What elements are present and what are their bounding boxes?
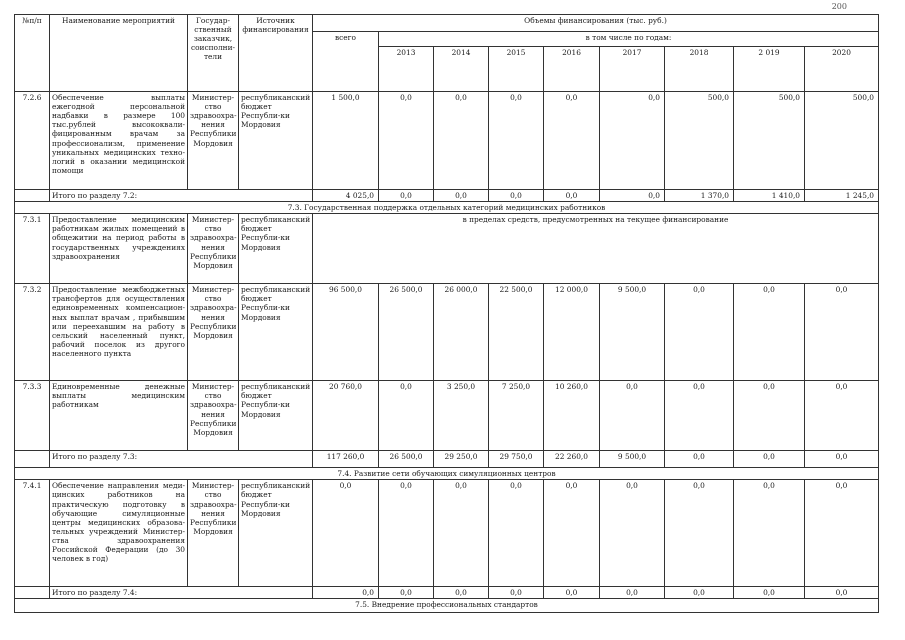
- row-customer: Министер-ство здравоохра-нения Республики Мордовия: [188, 480, 239, 587]
- total-value: 0,0: [313, 587, 379, 599]
- row-value: 500,0: [734, 92, 805, 190]
- total-value: 4 025,0: [313, 190, 379, 202]
- table-row: [15, 214, 879, 284]
- row-value: 0,0: [665, 480, 734, 587]
- row-customer: Министер-ство здравоохра-нения Республики Мордовия: [188, 214, 239, 284]
- header-total: всего: [313, 32, 379, 92]
- section-heading-row: [15, 468, 879, 480]
- row-customer: Министер-ство здравоохра-нения Республики Мордовия: [188, 381, 239, 451]
- total-row: [15, 190, 879, 202]
- total-value: 0,0: [434, 587, 489, 599]
- row-number: 7.3.2: [15, 284, 50, 381]
- header-year: 2016: [544, 47, 600, 92]
- header-year: 2 019: [734, 47, 805, 92]
- section-heading: 7.3. Государственная поддержка отдельных категорий медицинских работников: [15, 202, 879, 214]
- page-number: 200: [831, 2, 847, 11]
- header-year: 2020: [805, 47, 879, 92]
- header-volume: Объемы финансирования (тыс. руб.): [313, 15, 879, 32]
- row-value: 9 500,0: [600, 284, 665, 381]
- row-value: 3 250,0: [434, 381, 489, 451]
- row-value: 0,0: [734, 480, 805, 587]
- section-heading: 7.5. Внедрение профессиональных стандартов: [15, 599, 879, 613]
- table-row: [15, 284, 879, 381]
- header-source: Источник финансирования: [239, 15, 313, 92]
- row-value: 0,0: [805, 284, 879, 381]
- total-value: 0,0: [544, 587, 600, 599]
- row-value: 0,0: [313, 480, 379, 587]
- total-value: 117 260,0: [313, 451, 379, 468]
- row-value: 0,0: [600, 381, 665, 451]
- total-value: 0,0: [379, 190, 434, 202]
- table-row: [15, 92, 879, 190]
- row-value: 12 000,0: [544, 284, 600, 381]
- row-name: Обеспечение направления меди-цинских работников на практическую подготовку в обучающие симуляционные центры медицинских образова-тельных учреждений Министер-ства здравоохранения Российской Федерации (до 30 человек в год): [50, 480, 188, 587]
- row-value: 7 250,0: [489, 381, 544, 451]
- row-name: Предоставление медицинским работникам жилых помещений в общежитии на период работы в государственных учреждениях здравоохранения: [50, 214, 188, 284]
- total-value: 22 260,0: [544, 451, 600, 468]
- row-value: 0,0: [665, 284, 734, 381]
- row-customer: Министер-ство здравоохра-нения Республики Мордовия: [188, 92, 239, 190]
- section-heading-row: [15, 202, 879, 214]
- total-value: 0,0: [734, 587, 805, 599]
- total-value: 0,0: [665, 451, 734, 468]
- total-value: 1 245,0: [805, 190, 879, 202]
- row-value: 0,0: [544, 480, 600, 587]
- row-value: 0,0: [600, 480, 665, 587]
- row-value: 26 500,0: [379, 284, 434, 381]
- total-value: 0,0: [665, 587, 734, 599]
- total-value: 0,0: [489, 587, 544, 599]
- row-value: 10 260,0: [544, 381, 600, 451]
- row-value: 22 500,0: [489, 284, 544, 381]
- total-value: 0,0: [600, 190, 665, 202]
- row-value: 0,0: [734, 381, 805, 451]
- row-value: 0,0: [805, 381, 879, 451]
- table-row: [15, 480, 879, 587]
- row-value: 0,0: [379, 92, 434, 190]
- header-num: №п/п: [15, 15, 50, 92]
- total-value: 0,0: [489, 190, 544, 202]
- row-value: 0,0: [665, 381, 734, 451]
- row-value: 500,0: [665, 92, 734, 190]
- total-label: Итого по разделу 7.4:: [50, 587, 313, 599]
- row-source: республиканский бюджет Республи-ки Мордовия: [239, 284, 313, 381]
- row-source: республиканский бюджет Республи-ки Мордовия: [239, 214, 313, 284]
- row-name: Обеспечение выплаты ежегодной персональной надбавки в размере 100 тыс.рублей высококвали-фицированным врачам за профессионализм, применение уникальных медицинских техно-логий в оказании медицинской помощи: [50, 92, 188, 190]
- row-value: 0,0: [379, 381, 434, 451]
- total-value: 29 750,0: [489, 451, 544, 468]
- row-number: 7.4.1: [15, 480, 50, 587]
- total-value: 1 370,0: [665, 190, 734, 202]
- total-value: 9 500,0: [600, 451, 665, 468]
- header-year: 2017: [600, 47, 665, 92]
- total-value: 1 410,0: [734, 190, 805, 202]
- header-name: Наименование мероприятий: [50, 15, 188, 92]
- total-label: Итого по разделу 7.3:: [50, 451, 313, 468]
- total-value: 0,0: [734, 451, 805, 468]
- header-row-1: [15, 15, 879, 32]
- row-source: республиканский бюджет Республи-ки Мордовия: [239, 480, 313, 587]
- table-row: [15, 381, 879, 451]
- row-value: 1 500,0: [313, 92, 379, 190]
- total-value: 0,0: [379, 587, 434, 599]
- row-number: 7.3.3: [15, 381, 50, 451]
- row-financing-note: в пределах средств, предусмотренных на текущее финансирование: [313, 214, 879, 284]
- row-value: 0,0: [600, 92, 665, 190]
- row-source: республиканский бюджет Республи-ки Мордовия: [239, 381, 313, 451]
- row-value: 0,0: [805, 480, 879, 587]
- section-heading: 7.4. Развитие сети обучающих симуляционных центров: [15, 468, 879, 480]
- row-number: 7.2.6: [15, 92, 50, 190]
- section-heading-row: [15, 599, 879, 613]
- header-by-year: в том числе по годам:: [379, 32, 879, 47]
- total-value: 0,0: [600, 587, 665, 599]
- row-number: 7.3.1: [15, 214, 50, 284]
- row-value: 20 760,0: [313, 381, 379, 451]
- total-value: 29 250,0: [434, 451, 489, 468]
- row-value: 0,0: [489, 92, 544, 190]
- row-value: 0,0: [434, 92, 489, 190]
- total-value: 0,0: [805, 587, 879, 599]
- row-value: 96 500,0: [313, 284, 379, 381]
- row-value: 0,0: [734, 284, 805, 381]
- total-value: 0,0: [544, 190, 600, 202]
- header-year: 2015: [489, 47, 544, 92]
- total-row: [15, 587, 879, 599]
- total-value: 26 500,0: [379, 451, 434, 468]
- row-value: 0,0: [489, 480, 544, 587]
- total-value: 0,0: [805, 451, 879, 468]
- row-value: 500,0: [805, 92, 879, 190]
- row-name: Предоставление межбюджетных трансфертов для осуществления единовременных компенсацион-ных выплат врачам , прибывшим или переехавшим на работу в сельский населенный пункт, рабочий поселок из другого населенного пункта: [50, 284, 188, 381]
- header-year: 2013: [379, 47, 434, 92]
- total-value: 0,0: [434, 190, 489, 202]
- row-value: 26 000,0: [434, 284, 489, 381]
- total-row: [15, 451, 879, 468]
- row-value: 0,0: [379, 480, 434, 587]
- header-customer: Государ-ственный заказчик, соисполни-тели: [188, 15, 239, 92]
- financing-table: [14, 14, 879, 613]
- row-value: 0,0: [544, 92, 600, 190]
- header-year: 2018: [665, 47, 734, 92]
- row-customer: Министер-ство здравоохра-нения Республики Мордовия: [188, 284, 239, 381]
- row-value: 0,0: [434, 480, 489, 587]
- row-name: Единовременные денежные выплаты медицинским работникам: [50, 381, 188, 451]
- row-source: республиканский бюджет Республи-ки Мордовия: [239, 92, 313, 190]
- header-year: 2014: [434, 47, 489, 92]
- total-label: Итого по разделу 7.2:: [50, 190, 313, 202]
